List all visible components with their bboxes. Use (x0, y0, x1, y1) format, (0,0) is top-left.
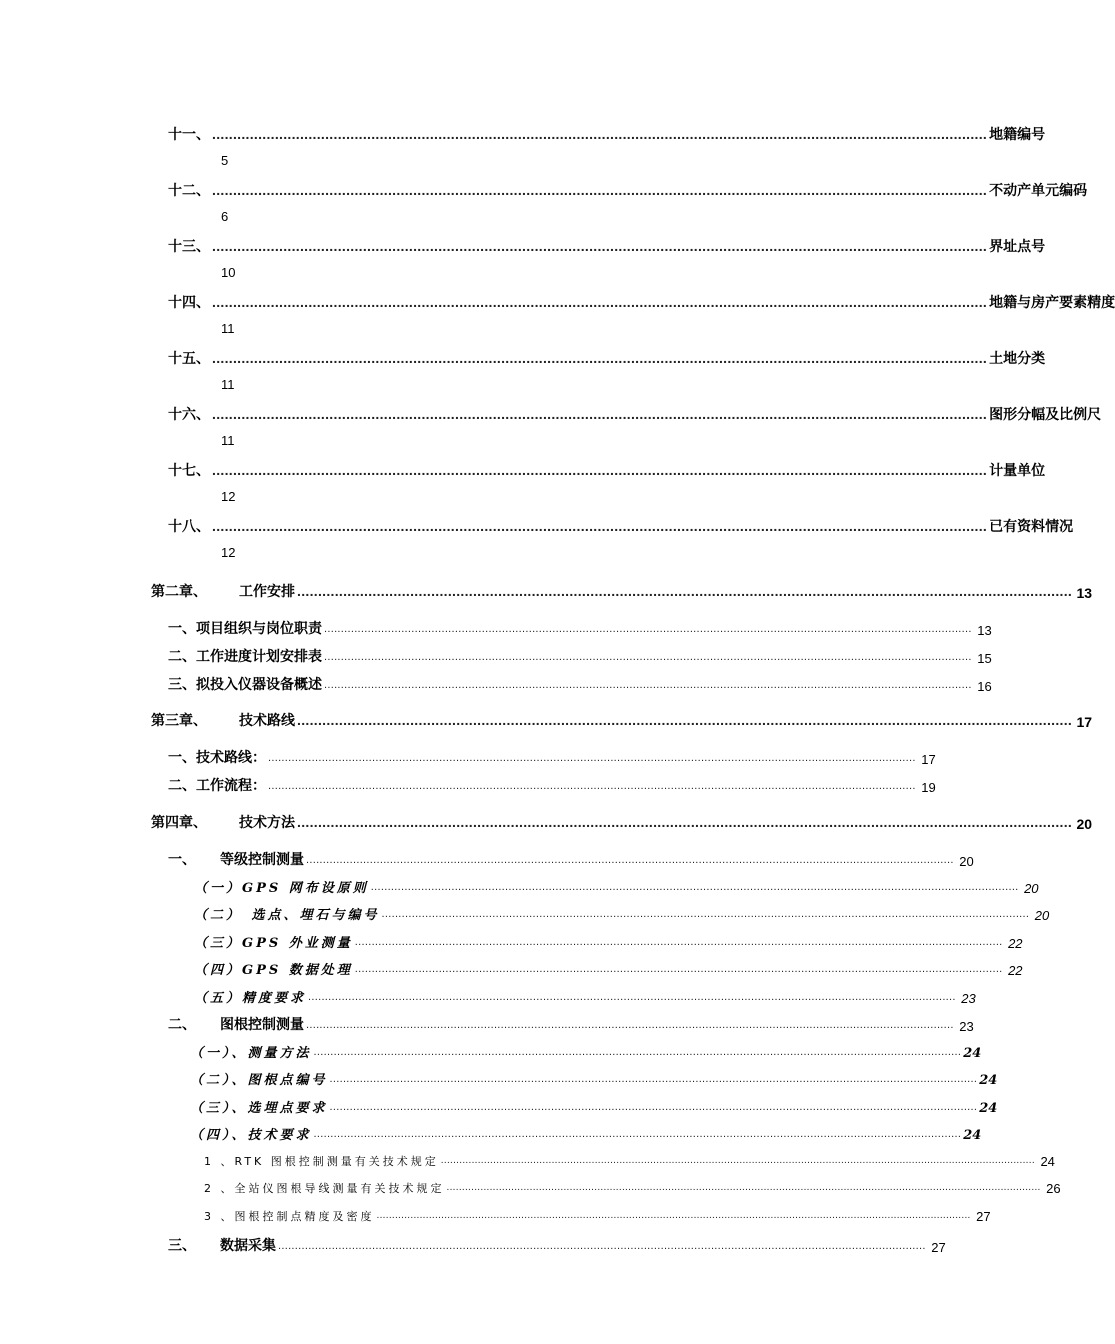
toc-entry-page: 12 (221, 545, 236, 560)
toc-entry[interactable] (168, 292, 1115, 312)
toc-entry-page: 19 (921, 780, 936, 795)
subentry-page: 20 (1034, 908, 1050, 923)
toc-entry-label: 十四、 (168, 295, 210, 311)
toc-entry[interactable] (168, 646, 992, 666)
toc-entry[interactable] (168, 236, 1046, 256)
toc-entry-title: 地籍编号 (989, 127, 1046, 143)
leader-dots: ................................................................................................................................................................................................. (354, 936, 1003, 948)
section-page: 20 (959, 854, 974, 869)
leader-dots: ................................................................................................................................................................................................. (306, 1019, 954, 1031)
leader-dots: ................................................................................................................................................................................................. (329, 1101, 978, 1113)
chapter-title: 技术路线 (239, 713, 295, 729)
subentry-page: 20 (1024, 881, 1039, 896)
toc-entry[interactable] (168, 180, 1088, 200)
leader-dots: ................................................................................................................................................................................................. (324, 651, 972, 663)
toc-entry-label: 十七、 (168, 463, 210, 479)
toc-entry[interactable] (168, 775, 936, 795)
leader-dots: ......................................................................................................................................................................................... (297, 712, 1073, 728)
leader-dots: ................................................................................................................................................................................................. (313, 1128, 962, 1140)
toc-entry-label: 十三、 (168, 239, 210, 255)
leader-dots: ......................................................................................................................................................................................... (212, 294, 988, 310)
chapter-label: 第三章、 (151, 713, 207, 729)
toc-subentry[interactable] (190, 1069, 998, 1088)
subentry-title: （一）GPS 网布设原则 (194, 881, 369, 896)
subentry-page: 24 (963, 1128, 982, 1143)
toc-entry-page: 11 (221, 433, 235, 448)
leader-dots: ......................................................................................................................................................................................... (212, 126, 988, 142)
leader-dots: ......................................................................................................................................................................................... (297, 814, 1073, 830)
leader-dots: ................................................................................................................................................................................................. (308, 991, 956, 1003)
toc-entry-page: 11 (221, 321, 235, 336)
subentry-page: 22 (1008, 936, 1023, 951)
toc-subentry[interactable] (194, 959, 1023, 978)
leader-dots: ......................................................................................................................................................................................... (212, 182, 988, 198)
toc-entry-label: 十六、 (168, 407, 210, 423)
toc-entry-title: 土地分类 (989, 351, 1046, 367)
leader-dots: ......................................................................................................................................................................................... (297, 583, 1073, 599)
leader-dots: ................................................................................................................................................................................................. (329, 1073, 978, 1085)
toc-entry-page: 13 (977, 623, 992, 638)
toc-entry[interactable] (168, 618, 992, 638)
toc-entry-label: 十二、 (168, 183, 210, 199)
subsubentry-title: 1 、RTK 图根控制测量有关技术规定 (204, 1155, 439, 1168)
toc-entry-page: 17 (921, 752, 936, 767)
toc-section[interactable] (168, 1235, 946, 1255)
toc-subentry[interactable] (190, 1097, 998, 1116)
toc-entry-title: 不动产单元编码 (989, 183, 1088, 199)
toc-subentry[interactable] (190, 1124, 982, 1143)
toc-entry[interactable] (168, 747, 936, 767)
section-page: 23 (959, 1019, 974, 1034)
toc-entry-page: 15 (977, 651, 992, 666)
toc-entry-page: 12 (221, 489, 236, 504)
toc-entry[interactable] (168, 404, 1102, 424)
leader-dots: ......................................................................................................................................................................................... (212, 238, 988, 254)
toc-entry-page: 11 (221, 377, 235, 392)
toc-entry-page: 5 (221, 153, 229, 168)
toc-entry-title: 计量单位 (989, 463, 1046, 479)
section-title: 图根控制测量 (220, 1017, 304, 1033)
chapter-page: 20 (1076, 816, 1093, 832)
leader-dots: ......................................................................................................................................................................................... (212, 350, 988, 366)
leader-dots: ......................................................................................................................................................................................... (212, 518, 988, 534)
chapter-title: 技术方法 (239, 815, 295, 831)
toc-entry-page: 10 (221, 265, 236, 280)
leader-dots: ................................................................................................................................................................................................. (370, 881, 1019, 893)
toc-entry-title: 已有资料情况 (989, 519, 1074, 535)
leader-dots: ................................................................................................................................................................................................. (268, 752, 916, 764)
toc-entry[interactable] (168, 516, 1074, 536)
leader-dots: ......................................................................................................................................................................................... (212, 406, 988, 422)
leader-dots: ................................................................................................................................................................................................. (354, 963, 1003, 975)
subentry-title: （三）GPS 外业测量 (194, 936, 353, 951)
section-label: 一、 (168, 852, 196, 868)
chapter-page: 13 (1076, 585, 1093, 601)
leader-dots: ................................................................................................................................................................................................. (446, 1182, 1041, 1193)
toc-entry-title: 地籍与房产要素精度 (989, 295, 1115, 311)
toc-chapter[interactable] (151, 581, 1093, 601)
subentry-title: （三）、选埋点要求 (190, 1101, 328, 1116)
toc-subsubentry[interactable] (204, 1153, 1055, 1169)
toc-entry[interactable] (168, 674, 992, 694)
subsubentry-page: 27 (976, 1209, 991, 1224)
subentry-page: 22 (1008, 963, 1023, 978)
leader-dots: ................................................................................................................................................................................................. (376, 1210, 971, 1221)
toc-entry-title: 三、拟投入仪器设备概述 (168, 677, 322, 693)
subentry-page: 23 (961, 991, 976, 1006)
subentry-title: （二）、图根点编号 (190, 1073, 328, 1088)
chapter-label: 第二章、 (151, 584, 207, 600)
subsubentry-page: 26 (1046, 1181, 1061, 1196)
leader-dots: ................................................................................................................................................................................................. (306, 854, 954, 866)
subentry-page: 24 (963, 1046, 982, 1061)
leader-dots: ................................................................................................................................................................................................. (381, 908, 1030, 920)
toc-entry[interactable] (168, 348, 1046, 368)
toc-subentry[interactable] (194, 904, 1050, 923)
toc-entry[interactable] (168, 460, 1046, 480)
section-title: 数据采集 (220, 1238, 276, 1254)
toc-subentry[interactable] (194, 932, 1023, 951)
subentry-title: （四）、技术要求 (190, 1128, 312, 1143)
leader-dots: ................................................................................................................................................................................................. (278, 1240, 926, 1252)
toc-chapter[interactable] (151, 812, 1093, 832)
subsubentry-title: 2 、全站仪图根导线测量有关技术规定 (204, 1182, 445, 1195)
toc-entry-title: 界址点号 (989, 239, 1046, 255)
leader-dots: ................................................................................................................................................................................................. (324, 623, 972, 635)
toc-chapter[interactable] (151, 710, 1093, 730)
toc-entry-page: 6 (221, 209, 229, 224)
section-label: 二、 (168, 1017, 196, 1033)
toc-entry[interactable] (168, 124, 1046, 144)
toc-entry-title: 一、技术路线： (168, 750, 266, 766)
toc-entry-label: 十五、 (168, 351, 210, 367)
toc-subentry[interactable] (190, 1042, 982, 1061)
section-label: 三、 (168, 1238, 196, 1254)
toc-entry-label: 十一、 (168, 127, 210, 143)
toc-section[interactable] (168, 1014, 974, 1034)
toc-entry-title: 图形分幅及比例尺 (989, 407, 1102, 423)
toc-subsubentry[interactable] (204, 1180, 1061, 1196)
toc-subsubentry[interactable] (204, 1208, 991, 1224)
chapter-title: 工作安排 (239, 584, 295, 600)
toc-subentry[interactable] (194, 987, 976, 1006)
subentry-title: （二） 选点、埋石与编号 (194, 908, 380, 923)
section-page: 27 (931, 1240, 946, 1255)
leader-dots: ................................................................................................................................................................................................. (324, 679, 972, 691)
toc-entry-label: 十八、 (168, 519, 210, 535)
chapter-label: 第四章、 (151, 815, 207, 831)
leader-dots: ................................................................................................................................................................................................. (313, 1046, 962, 1058)
subentry-title: （四）GPS 数据处理 (194, 963, 353, 978)
section-title: 等级控制测量 (220, 852, 304, 868)
subsubentry-page: 24 (1040, 1154, 1055, 1169)
subentry-title: （一）、测量方法 (190, 1046, 312, 1061)
subsubentry-title: 3 、图根控制点精度及密度 (204, 1210, 375, 1223)
leader-dots: ................................................................................................................................................................................................. (440, 1155, 1035, 1166)
toc-entry-title: 一、项目组织与岗位职责 (168, 621, 322, 637)
subentry-page: 24 (979, 1101, 998, 1116)
toc-entry-title: 二、工作进度计划安排表 (168, 649, 322, 665)
chapter-page: 17 (1076, 714, 1093, 730)
subentry-title: （五）精度要求 (194, 991, 307, 1006)
subentry-page: 24 (979, 1073, 998, 1088)
leader-dots: ................................................................................................................................................................................................. (268, 780, 916, 792)
toc-entry-page: 16 (977, 679, 992, 694)
toc-subentry[interactable] (194, 877, 1039, 896)
toc-section[interactable] (168, 849, 974, 869)
leader-dots: ......................................................................................................................................................................................... (212, 462, 988, 478)
toc-entry-title: 二、工作流程： (168, 778, 266, 794)
